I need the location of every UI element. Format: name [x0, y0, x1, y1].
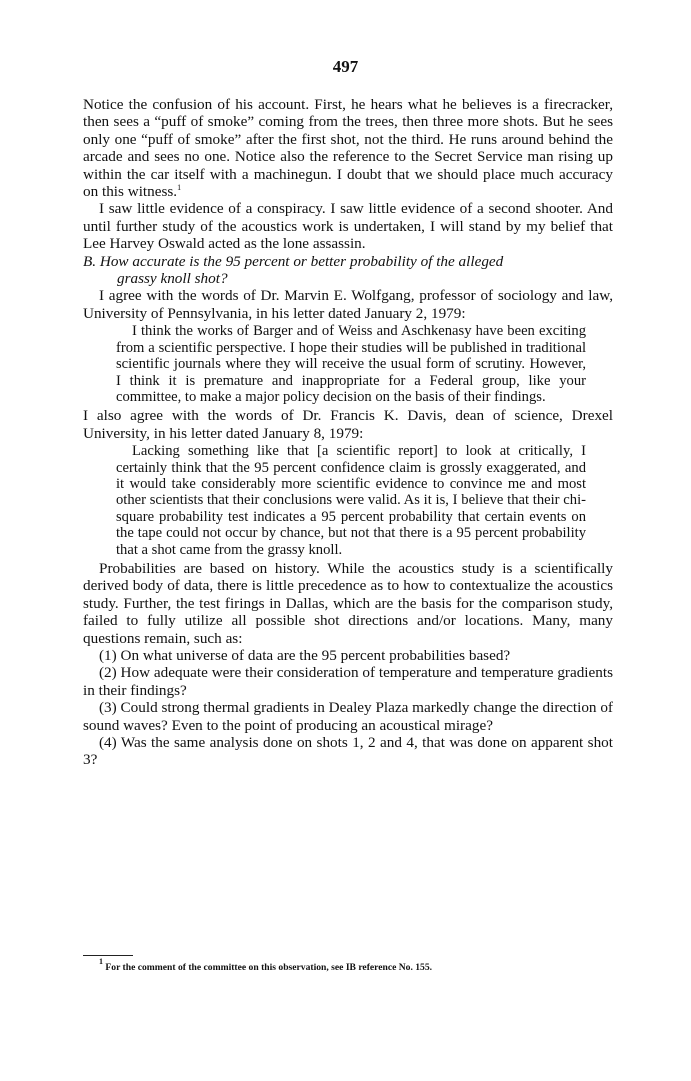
question-item: (2) How adequate were their consideration of temperature and temperature gradients in their findings? [83, 664, 613, 699]
question-item: (4) Was the same analysis done on shots 1, 2 and 4, that was done on apparent shot 3? [83, 734, 613, 769]
footnote-marker: 1 [99, 957, 103, 966]
block-quote-wolfgang-text: I think the works of Barger and of Weiss and Aschkenasy have been exciting from a scientific perspective. I hope their studies will be published in traditional scientific journals where they will receive the usual form of scrutiny. However, I think it is premature and inappropriate for a Federal group, like your committee, to make a major policy decision on the basis of their findings. [116, 323, 586, 405]
paragraph-conspiracy: I saw little evidence of a conspiracy. I saw little evidence of a second shooter. And until further study of the acoustics work is undertaken, I will stand by my belief that Lee Harvey Oswald acted as the lone assassin. [83, 200, 613, 253]
footnote-text: For the comment of the committee on this observation, see IB reference No. 155. [105, 962, 433, 973]
block-quote-davis [83, 443, 613, 558]
paragraph-witness-account [83, 96, 613, 200]
question-item: (3) Could strong thermal gradients in Dealey Plaza markedly change the direction of sound waves? Even to the point of producing an acoustical mirage? [83, 699, 613, 734]
paragraph-davis-intro: I also agree with the words of Dr. Francis K. Davis, dean of science, Drexel University, in his letter dated January 8, 1979: [83, 407, 613, 442]
block-quote-wolfgang [83, 323, 613, 405]
footnote-divider [83, 955, 133, 956]
page-number: 497 [332, 57, 359, 76]
paragraph-witness-account-text: Notice the confusion of his account. First, he hears what he believes is a firecracker, then sees a “puff of smoke” coming from the trees, then three more shots. But he sees only one “puff of smoke” after the first shot, not the third. He runs around behind the arcade and sees no one. Notice also the reference to the Secret Service man rising up within the car itself with a machinegun. I doubt that we should place much accuracy on this witness. [83, 96, 613, 201]
footnote-reference: 1 [177, 183, 182, 193]
block-quote-davis-text: Lacking something like that [a scientific report] to look at critically, I certainly think that the 95 percent confidence claim is grossly exaggerated, and it would take considerably more scientific evidence to convince me and most other scientists that their conclusions were valid. As it is, I believe that their chi-square probability test indicates a 95 percent probability that certain events on the tape could not occur by chance, but not that there is a 95 percent probability that a shot came from the grassy knoll. [116, 443, 586, 558]
paragraph-probabilities: Probabilities are based on history. While the acoustics study is a scientifically derived body of data, there is little precedence as to how to contextualize the acoustics study. Further, the test firings in Dallas, which are the basis for the comparison study, failed to fully utilize all possible shot directions and/or locations. Many, many questions remain, such as: [83, 559, 613, 647]
section-heading-line2: grassy knoll shot? [117, 270, 228, 288]
section-heading-line1: B. How accurate is the 95 percent or better probability of the alleged [83, 252, 504, 270]
paragraph-wolfgang-intro: I agree with the words of Dr. Marvin E. Wolfgang, professor of sociology and law, University of Pennsylvania, in his letter dated January 2, 1979: [83, 287, 613, 322]
question-item: (1) On what universe of data are the 95 percent probabilities based? [99, 647, 511, 664]
footnote [83, 957, 613, 973]
main-text [83, 96, 613, 769]
section-heading [83, 253, 613, 288]
